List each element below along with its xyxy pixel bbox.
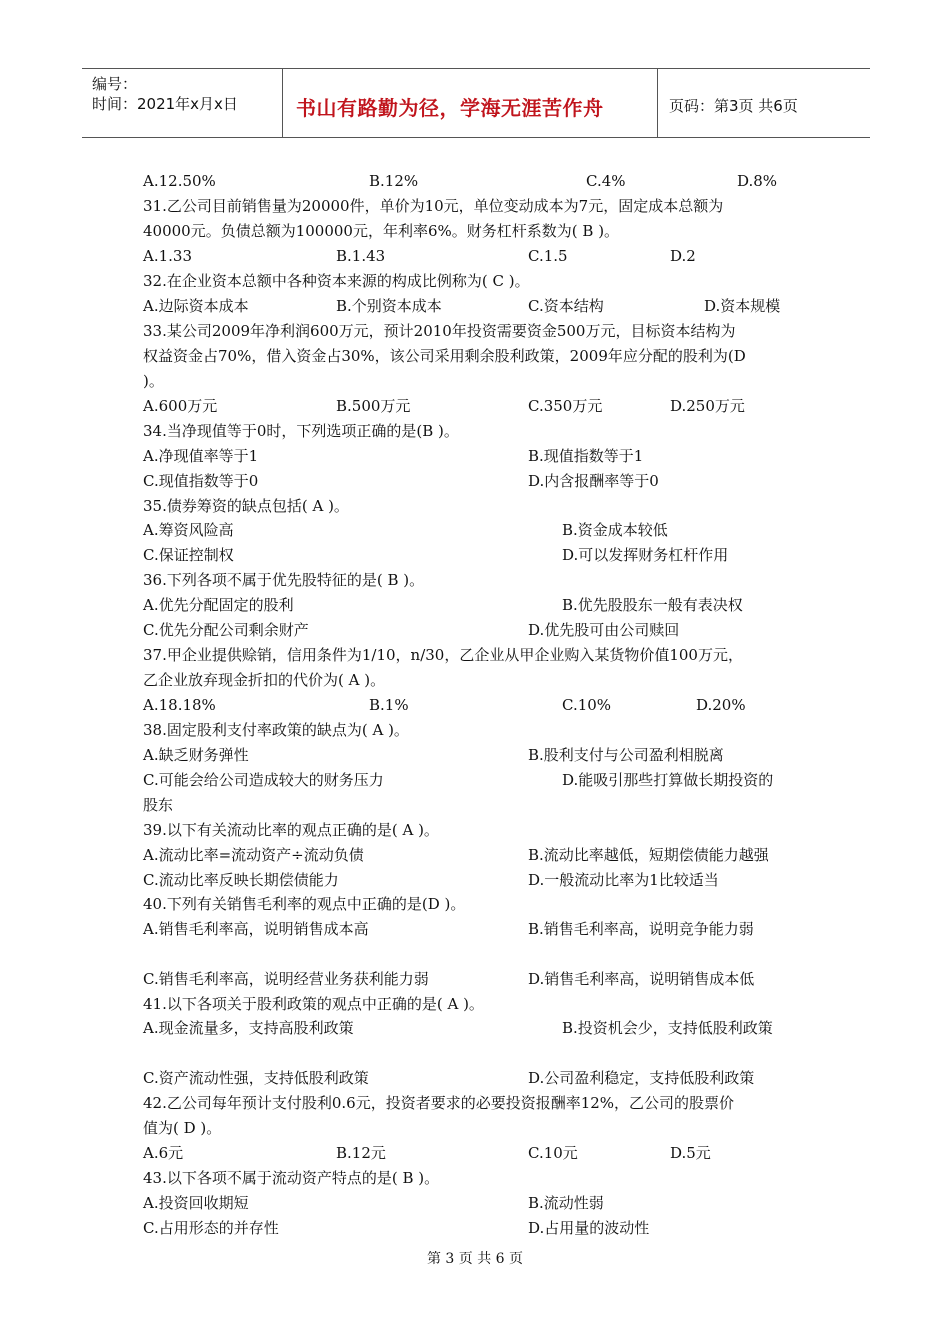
option-d: D.250万元	[670, 397, 745, 415]
option-c: C.占用形态的并存性	[143, 1219, 279, 1237]
page-header	[82, 68, 870, 138]
header-left-cell	[82, 69, 283, 137]
option-a: A.销售毛利率高，说明销售成本高	[143, 920, 369, 938]
option-b: B.1.43	[336, 247, 386, 265]
option-b: B.500万元	[336, 397, 411, 415]
option-d: D.资本规模	[704, 297, 781, 315]
option-a: A.筹资风险高	[143, 521, 234, 539]
option-c: C.保证控制权	[143, 546, 234, 564]
option-b: B.资金成本较低	[562, 521, 668, 539]
question-31-cont: 40000元。负债总额为100000元，年利率6%。财务杠杆系数为( B )。	[143, 222, 620, 240]
option-a: A.净现值率等于1	[143, 447, 259, 465]
option-c: C.4%	[586, 172, 626, 190]
question-43: 43.以下各项不属于流动资产特点的是( B )。	[143, 1169, 440, 1187]
question-33: 33.某公司2009年净利润600万元，预计2010年投资需要资金500万元，目标资本结构为	[143, 322, 736, 340]
option-c: C.流动比率反映长期偿债能力	[143, 871, 339, 889]
option-b: B.现值指数等于1	[528, 447, 644, 465]
option-d: D.5元	[670, 1144, 711, 1162]
option-c: C.1.5	[528, 247, 568, 265]
option-d: D.占用量的波动性	[528, 1219, 650, 1237]
option-c: C.10元	[528, 1144, 578, 1162]
option-d-cont: 股东	[143, 796, 174, 814]
question-39: 39.以下有关流动比率的观点正确的是( A )。	[143, 821, 439, 839]
question-33-cont: )。	[143, 372, 164, 390]
option-a: A.6元	[143, 1144, 184, 1162]
option-d: D.销售毛利率高，说明销售成本低	[528, 970, 755, 988]
option-b: B.流动性弱	[528, 1194, 604, 1212]
option-c: C.10%	[562, 696, 612, 714]
question-42-cont: 值为( D )。	[143, 1119, 222, 1137]
option-a: A.18.18%	[143, 696, 216, 714]
option-b: B.销售毛利率高，说明竞争能力弱	[528, 920, 754, 938]
option-a: A.边际资本成本	[143, 297, 249, 315]
option-a: A.优先分配固定的股利	[143, 596, 294, 614]
option-a: A.流动比率=流动资产÷流动负债	[143, 846, 364, 864]
question-32: 32.在企业资本总额中各种资本来源的构成比例称为( C )。	[143, 272, 530, 290]
question-37-cont: 乙企业放弃现金折扣的代价为( A )。	[143, 671, 386, 689]
option-d: D.能吸引那些打算做长期投资的	[562, 771, 774, 789]
option-a: A.1.33	[143, 247, 192, 265]
page-info: 页码：第3页 共6页	[669, 97, 798, 115]
option-d: D.一般流动比率为1比较适当	[528, 871, 719, 889]
question-40: 40.下列有关销售毛利率的观点中正确的是(D )。	[143, 895, 466, 913]
option-c: C.优先分配公司剩余财产	[143, 621, 309, 639]
option-a: A.投资回收期短	[143, 1194, 249, 1212]
option-d: D.公司盈利稳定，支持低股利政策	[528, 1069, 755, 1087]
question-42: 42.乙公司每年预计支付股利0.6元，投资者要求的必要投资报酬率12%，乙公司的股票价	[143, 1094, 735, 1112]
motto: 书山有路勤为径，学海无涯苦作舟	[296, 96, 604, 120]
option-c: C.350万元	[528, 397, 603, 415]
time-line: 时间：2021年x月x日	[92, 95, 238, 113]
option-b: B.投资机会少，支持低股利政策	[562, 1019, 773, 1037]
option-b: B.12%	[369, 172, 419, 190]
code-label: 编号：	[92, 75, 138, 93]
question-33-cont: 权益资金占70%，借入资金占30%，该公司采用剩余股利政策，2009年应分配的股利为(D	[143, 347, 746, 365]
question-38: 38.固定股利支付率政策的缺点为( A )。	[143, 721, 409, 739]
question-31: 31.乙公司目前销售量为20000件，单价为10元，单位变动成本为7元，固定成本总额为	[143, 197, 724, 215]
header-page-cell	[659, 69, 870, 137]
option-c: C.现值指数等于0	[143, 472, 259, 490]
page-footer: 第 3 页 共 6 页	[426, 1251, 524, 1267]
option-c: C.销售毛利率高，说明经营业务获利能力弱	[143, 970, 429, 988]
question-36: 36.下列各项不属于优先股特征的是( B )。	[143, 571, 425, 589]
header-motto-cell	[282, 69, 658, 137]
option-c: C.资本结构	[528, 297, 604, 315]
question-34: 34.当净现值等于0时，下列选项正确的是(B )。	[143, 422, 459, 440]
option-d: D.可以发挥财务杠杆作用	[562, 546, 729, 564]
option-c: C.可能会给公司造成较大的财务压力	[143, 771, 384, 789]
option-b: B.优先股股东一般有表决权	[562, 596, 743, 614]
question-35: 35.债券筹资的缺点包括( A )。	[143, 497, 349, 515]
option-a: A.缺乏财务弹性	[143, 746, 249, 764]
option-a: A.现金流量多，支持高股利政策	[143, 1019, 354, 1037]
option-a: A.12.50%	[143, 172, 216, 190]
option-d: D.2	[670, 247, 696, 265]
option-b: B.1%	[369, 696, 409, 714]
option-d: D.内含报酬率等于0	[528, 472, 659, 490]
option-b: B.流动比率越低，短期偿债能力越强	[528, 846, 769, 864]
option-d: D.8%	[737, 172, 778, 190]
option-d: D.20%	[696, 696, 746, 714]
option-d: D.优先股可由公司赎回	[528, 621, 680, 639]
question-41: 41.以下各项关于股利政策的观点中正确的是( A )。	[143, 995, 484, 1013]
option-b: B.股利支付与公司盈利相脱离	[528, 746, 724, 764]
question-37: 37.甲企业提供赊销，信用条件为1/10，n/30，乙企业从甲企业购入某货物价值100万元，	[143, 646, 743, 664]
option-a: A.600万元	[143, 397, 218, 415]
option-c: C.资产流动性强，支持低股利政策	[143, 1069, 369, 1087]
option-b: B.12元	[336, 1144, 386, 1162]
option-b: B.个别资本成本	[336, 297, 442, 315]
